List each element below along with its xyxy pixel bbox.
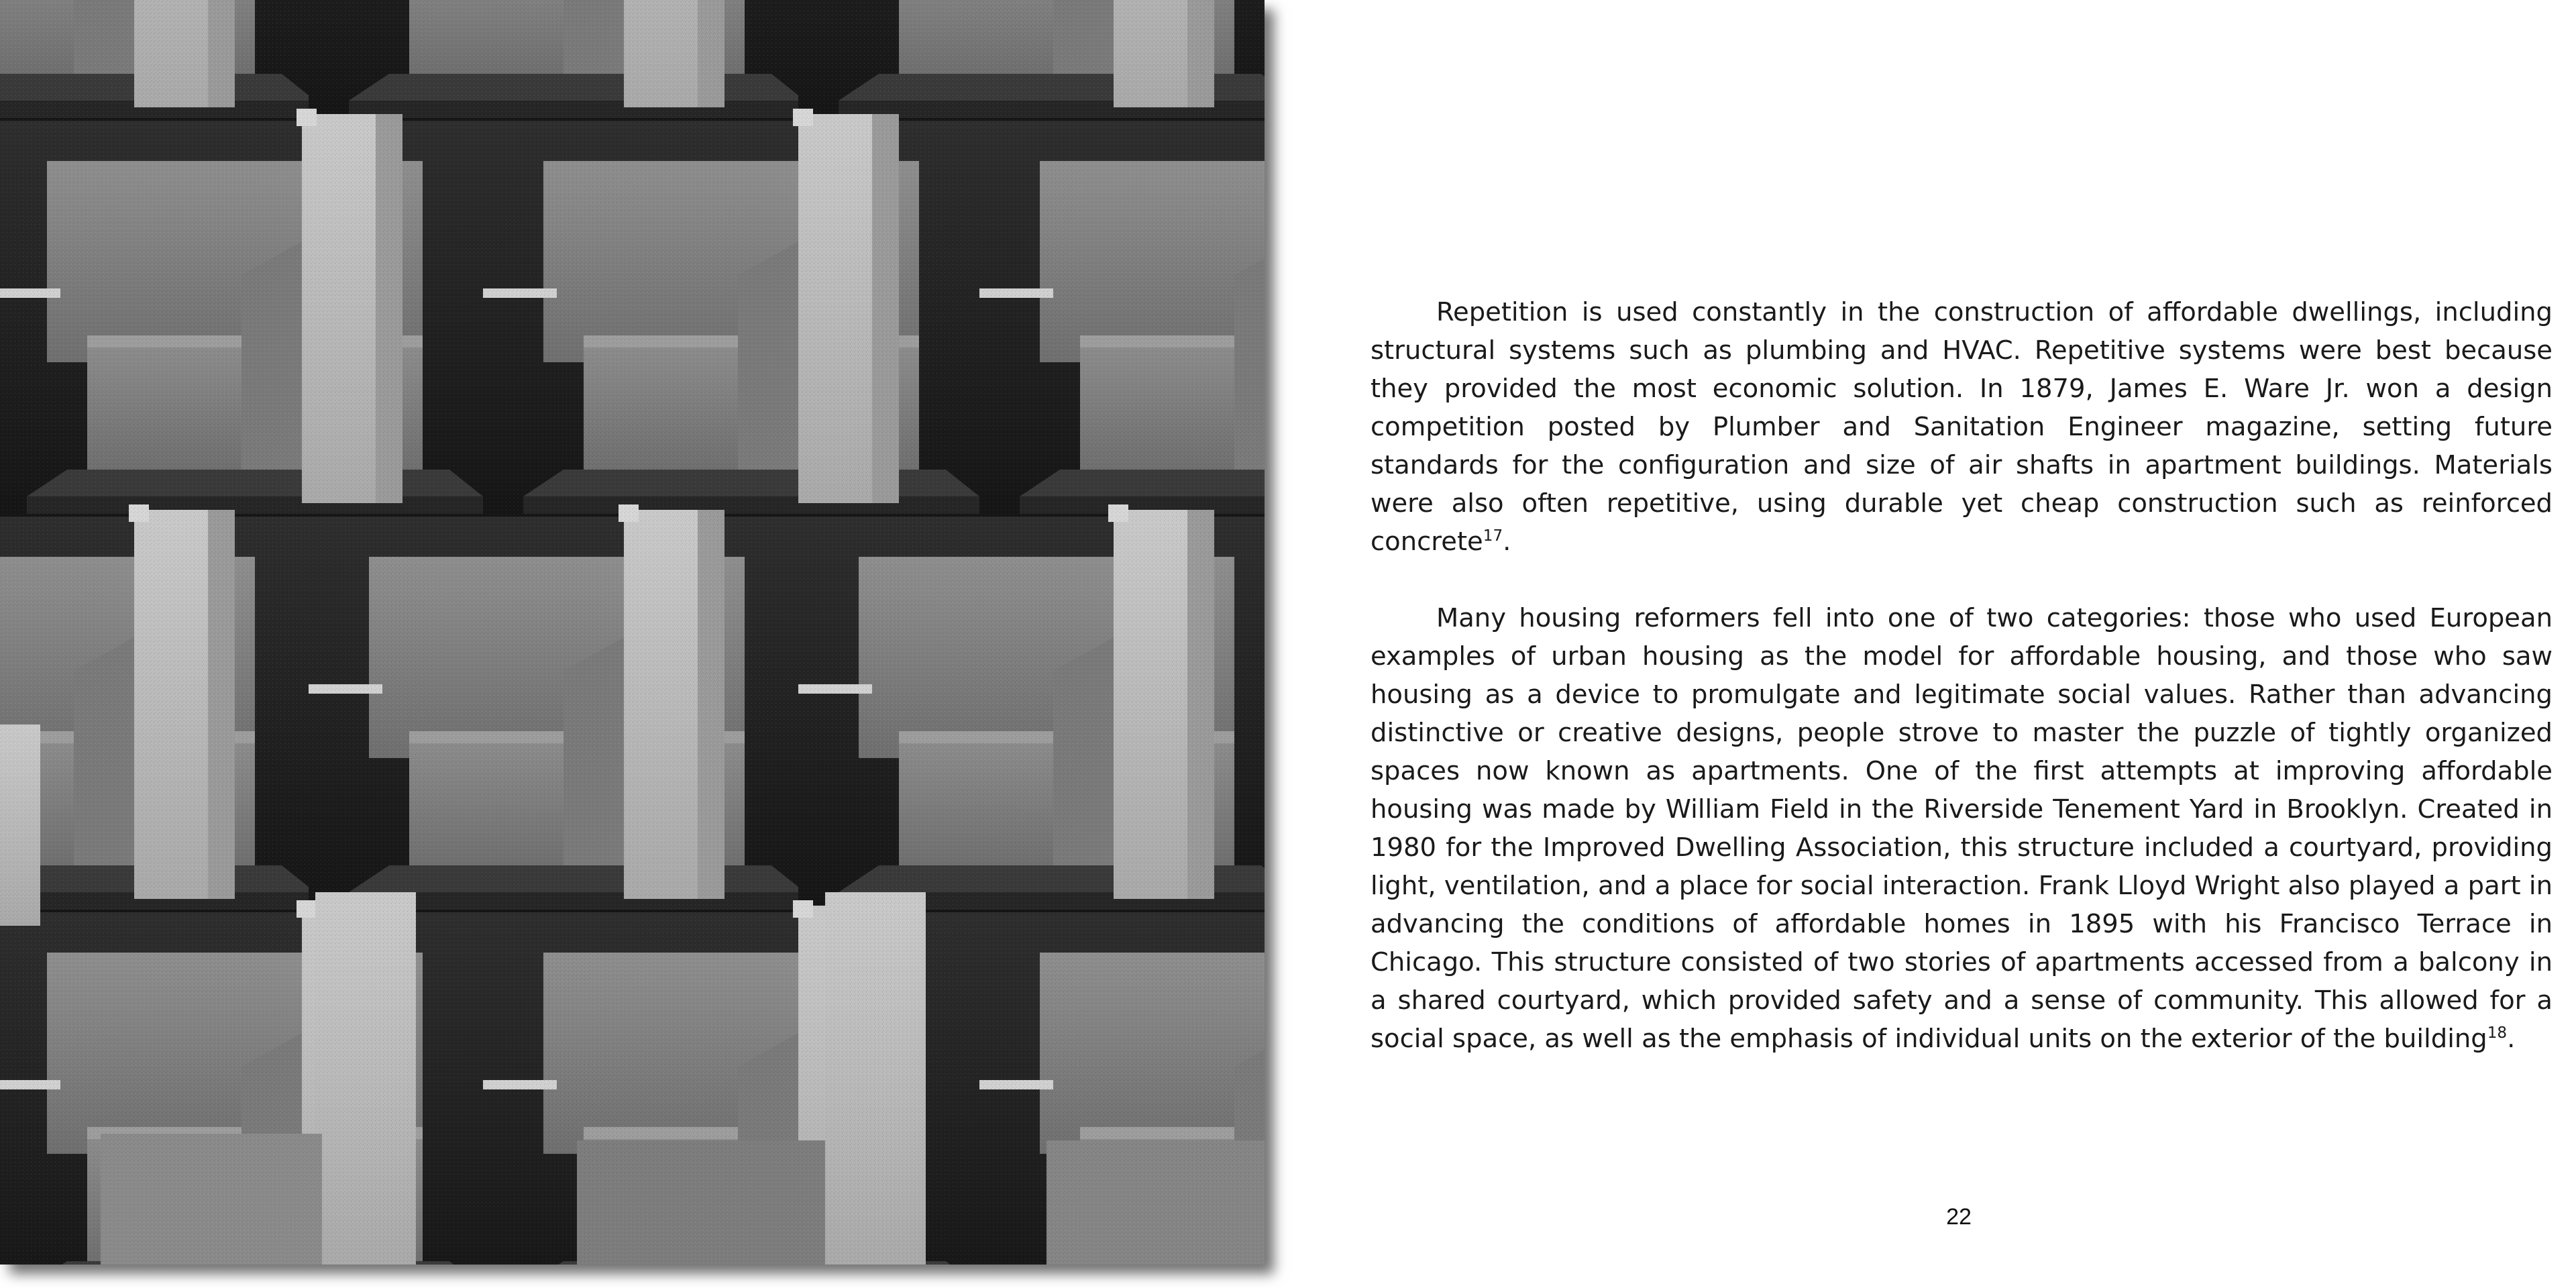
body-text xyxy=(1371,293,2553,1096)
footnote-marker: 18 xyxy=(2487,1024,2508,1042)
page-number: 22 xyxy=(1946,1204,1972,1230)
brutalist-balconies-photo xyxy=(0,0,1265,1265)
footnote-marker: 17 xyxy=(1483,527,1503,545)
building-photo xyxy=(0,0,1265,1265)
paragraph-1: Repetition is used constantly in the construction of affordable dwellings, including structural systems such as plumbing and HVAC. Repetitive systems were best because they provided the most economic solution. In 1879, James E. Ware Jr. won a design competition posted by Plumber and Sanitation Engineer magazine, setting future standards for the configuration and size of air shafts in apartment buildings. Materials were also often repetitive, using durable yet cheap construction such as reinforced concrete$^{17}$. xyxy=(1371,297,2553,557)
paragraph-2: Many housing reformers fell into one of two categories: those who used European examples of urban housing as the model for affordable housing, and those who saw housing as a device to promulgate and legitimate social values. Rather than advancing distinctive or creative designs, people strove to master the puzzle of tightly organized spaces now known as apartments. One of the first attempts at improving affordable housing was made by William Field in the Riverside Tenement Yard in Brooklyn. Created in 1980 for the Improved Dwelling Association, this structure included a courtyard, providing light, ventilation, and a place for social interaction. Frank Lloyd Wright also played a part in advancing the conditions of affordable homes in 1895 with his Francisco Terrace in Chicago. This structure consisted of two stories of apartments accessed from a balcony in a shared courtyard, which provided safety and a sense of community. This allowed for a social space, as well as the emphasis of individual units on the exterior of the building$^{18}$. xyxy=(1371,603,2553,1054)
